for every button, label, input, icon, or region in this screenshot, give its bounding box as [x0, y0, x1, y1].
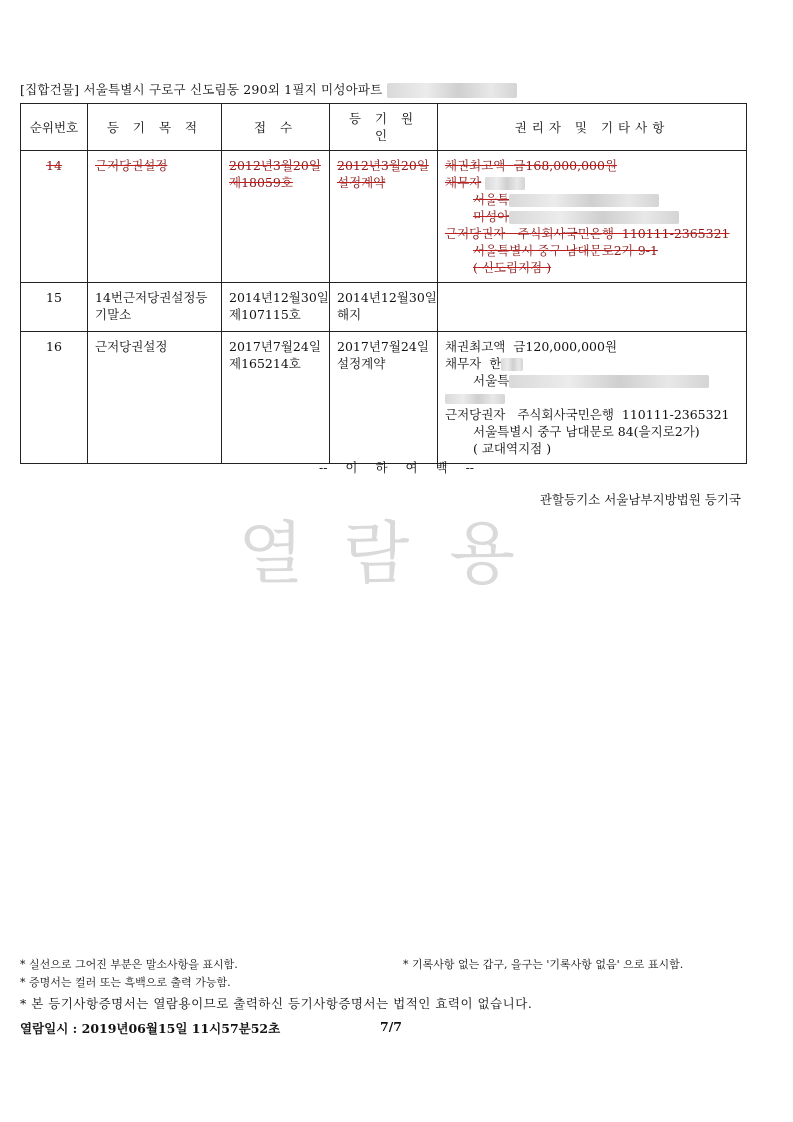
rights-cell	[438, 332, 747, 464]
mortgagee: 근저당권자 주식회사국민은행 110111-2365321	[445, 407, 730, 422]
purpose-cell: 근저당권설정	[88, 151, 222, 283]
receipt-cell	[222, 151, 330, 283]
debtor-address: 서울특	[445, 372, 739, 389]
cause-text: 해지	[337, 307, 362, 322]
col-purpose: 등 기 목 적	[88, 104, 222, 151]
debtor-address-2	[445, 389, 739, 406]
col-cause: 등 기 원 인	[330, 104, 438, 151]
cause-cell	[330, 332, 438, 464]
footer-note-legal: * 본 등기사항증명서는 열람용이므로 출력하신 등기사항증명서는 법적인 효력이 없습니다.	[20, 996, 533, 1011]
debtor: 채무자	[445, 174, 739, 191]
redacted-block	[509, 194, 659, 207]
rank-cell: 15	[21, 283, 88, 332]
cause-cell	[330, 151, 438, 283]
rank-cell: 14	[21, 151, 88, 283]
receipt-date: 2014년12월30일	[229, 290, 329, 305]
receipt-no: 제18059호	[229, 175, 293, 190]
end-of-record-mark: -- 이 하 여 백 --	[318, 460, 475, 475]
cause-date: 2014년12월30일	[337, 290, 437, 305]
debtor-address-2: 미성아	[445, 208, 739, 225]
max-claim: 채권최고액 금120,000,000원	[445, 339, 618, 354]
purpose-cell: 근저당권설정	[88, 332, 222, 464]
redacted-block	[509, 375, 709, 388]
col-receipt: 접 수	[222, 104, 330, 151]
cause-date: 2017년7월24일	[337, 339, 429, 354]
mortgagee-address: 서울특별시 중구 남대문로2가 9-1	[473, 243, 658, 258]
cause-text: 설정계약	[337, 175, 386, 190]
receipt-cell	[222, 283, 330, 332]
table-row	[21, 151, 747, 283]
receipt-cell	[222, 332, 330, 464]
building-type: [집합건물]	[20, 82, 80, 97]
branch: ( 교대역지점 )	[473, 441, 552, 456]
rights-cell	[438, 283, 747, 332]
receipt-date: 2017년7월24일	[229, 339, 321, 354]
receipt-date: 2012년3월20일	[229, 158, 321, 173]
mortgagee: 근저당권자 주식회사국민은행 110111-2365321	[445, 226, 730, 241]
debtor-address: 서울특	[445, 191, 739, 208]
cause-text: 설정계약	[337, 356, 386, 371]
view-datetime: 열람일시 : 2019년06월15일 11시57분52초	[20, 1021, 281, 1036]
cause-date: 2012년3월20일	[337, 158, 429, 173]
purpose-cell: 14번근저당권설정등기말소	[88, 283, 222, 332]
col-rights: 권리자 및 기타사항	[438, 104, 747, 151]
receipt-no: 제165214호	[229, 356, 301, 371]
col-rank: 순위번호	[21, 104, 88, 151]
rank-cell: 16	[21, 332, 88, 464]
document-header	[20, 80, 517, 98]
redacted-block	[509, 211, 679, 224]
redacted-block	[387, 83, 517, 98]
table-row	[21, 283, 747, 332]
receipt-no: 제107115호	[229, 307, 301, 322]
register-table	[20, 103, 747, 464]
table-header-row	[21, 104, 747, 151]
registry-office: 관할등기소 서울남부지방법원 등기국	[539, 492, 741, 507]
property-address: 서울특별시 구로구 신도림동 290외 1필지 미성아파트	[83, 82, 383, 97]
table-row	[21, 332, 747, 464]
max-claim: 채권최고액 금168,000,000원	[445, 158, 618, 173]
page-number: 7/7	[380, 1019, 402, 1034]
rights-cell	[438, 151, 747, 283]
watermark: 열람용	[237, 515, 556, 594]
redacted-block	[445, 394, 505, 404]
footer-note-print: * 증명서는 컬러 또는 흑백으로 출력 가능함.	[20, 976, 231, 989]
branch: ( 신도림지점 )	[473, 260, 552, 275]
footer-note-strikeout: * 실선으로 그어진 부분은 말소사항을 표시함.	[20, 958, 238, 971]
cause-cell	[330, 283, 438, 332]
footer-note-no-record: * 기록사항 없는 갑구, 을구는 '기록사항 없음' 으로 표시함.	[403, 958, 684, 971]
mortgagee-address: 서울특별시 중구 남대문로 84(을지로2가)	[473, 424, 700, 439]
debtor: 채무자 한	[445, 355, 739, 372]
redacted-block	[501, 358, 523, 371]
redacted-block	[485, 177, 525, 190]
